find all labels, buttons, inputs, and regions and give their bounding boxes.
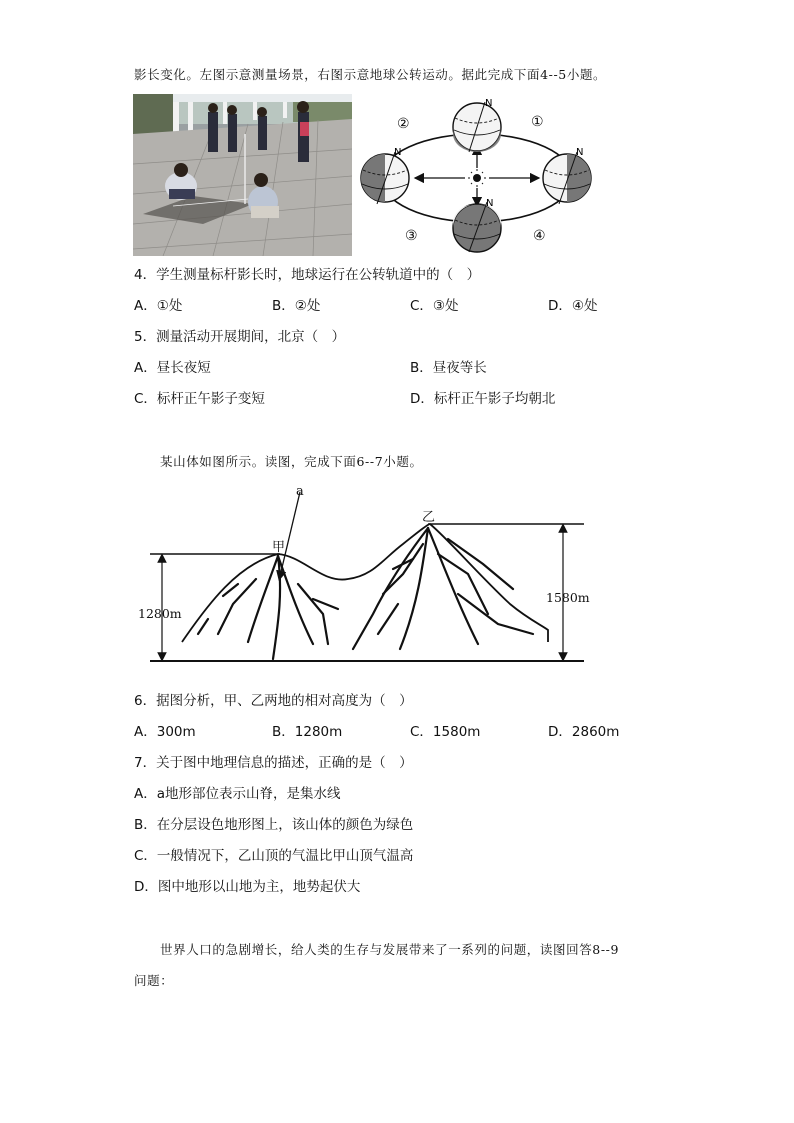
mountain-profile-figure bbox=[138, 484, 598, 669]
svg-text:N: N bbox=[486, 198, 494, 209]
earth-top-icon bbox=[453, 98, 501, 152]
earth-left-icon bbox=[361, 147, 409, 204]
question-5-option-d[interactable]: D．标杆正午影子均朝北 bbox=[410, 391, 556, 407]
height-left-label: 1280m bbox=[138, 606, 182, 621]
orbit-label-3: ③ bbox=[405, 228, 418, 244]
label-a: a bbox=[296, 484, 304, 499]
earth-right-icon bbox=[543, 147, 591, 204]
question-5-option-b[interactable]: B．昼夜等长 bbox=[410, 360, 487, 376]
intro-text-2: 某山体如图所示。读图，完成下面6--7小题。 bbox=[160, 454, 423, 469]
label-yi: 乙 bbox=[422, 510, 436, 525]
question-6-option-a[interactable]: A．300m bbox=[134, 724, 196, 740]
question-4-option-d[interactable]: D．④处 bbox=[548, 298, 598, 314]
orbit-label-1: ① bbox=[531, 114, 544, 130]
orbit-label-2: ② bbox=[397, 116, 410, 132]
question-4-stem: 4．学生测量标杆影长时，地球运行在公转轨道中的（ ） bbox=[134, 267, 481, 283]
svg-text:N: N bbox=[485, 98, 493, 109]
question-6-stem: 6．据图分析，甲、乙两地的相对高度为（ ） bbox=[134, 693, 413, 709]
earth-bottom-icon bbox=[453, 198, 501, 252]
intro-text-3-line-2: 问题： bbox=[134, 973, 174, 988]
label-jia: 甲 bbox=[272, 540, 286, 555]
sun-icon bbox=[468, 169, 486, 187]
height-right-label: 1580m bbox=[546, 590, 590, 605]
svg-text:N: N bbox=[394, 147, 402, 158]
question-7-option-b[interactable]: B．在分层设色地形图上，该山体的颜色为绿色 bbox=[134, 817, 414, 833]
question-4-option-a[interactable]: A．①处 bbox=[134, 298, 183, 314]
question-4-option-c[interactable]: C．③处 bbox=[410, 298, 459, 314]
intro-text-3-line-1: 世界人口的急剧增长，给人类的生存与发展带来了一系列的问题，读图回答8--9 bbox=[160, 942, 620, 957]
question-6-option-d[interactable]: D．2860m bbox=[548, 724, 620, 740]
question-6-option-b[interactable]: B．1280m bbox=[272, 724, 343, 740]
intro-text-1: 影长变化。左图示意测量场景，右图示意地球公转运动。据此完成下面4--5小题。 bbox=[134, 67, 607, 82]
question-7-stem: 7．关于图中地理信息的描述，正确的是（ ） bbox=[134, 755, 413, 771]
earth-orbit-diagram bbox=[355, 94, 605, 256]
question-5-option-a[interactable]: A．昼长夜短 bbox=[134, 360, 211, 376]
question-7-option-c[interactable]: C．一般情况下，乙山顶的气温比甲山顶气温高 bbox=[134, 848, 414, 864]
question-5-stem: 5．测量活动开展期间，北京（ ） bbox=[134, 329, 346, 345]
question-6-option-c[interactable]: C．1580m bbox=[410, 724, 481, 740]
question-7-option-a[interactable]: A．a地形部位表示山脊，是集水线 bbox=[134, 786, 341, 802]
orbit-label-4: ④ bbox=[533, 228, 546, 244]
svg-text:N: N bbox=[576, 147, 584, 158]
question-4-option-b[interactable]: B．②处 bbox=[272, 298, 321, 314]
measurement-photo bbox=[133, 94, 352, 256]
question-7-option-d[interactable]: D．图中地形以山地为主，地势起伏大 bbox=[134, 879, 361, 895]
question-5-option-c[interactable]: C．标杆正午影子变短 bbox=[134, 391, 265, 407]
